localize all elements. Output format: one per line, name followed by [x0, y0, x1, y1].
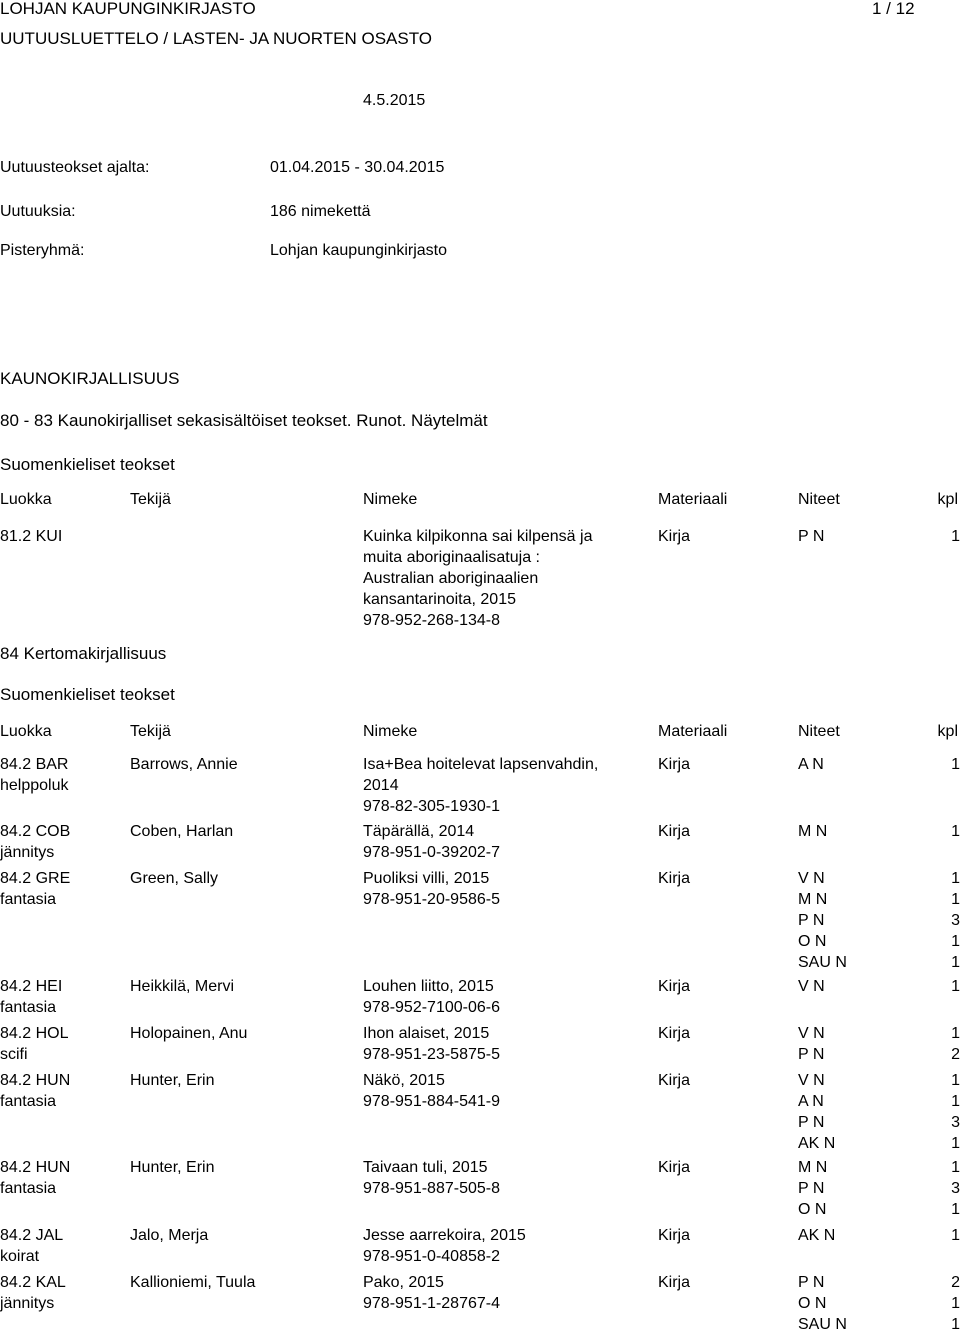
kpl-count: 1 [951, 933, 960, 950]
kpl-count: 3 [951, 912, 960, 929]
count-value: 186 nimekettä [270, 203, 371, 220]
nimeke-line: muita aboriginaalisatuja : [363, 549, 540, 566]
nimeke-line: 978-951-20-9586-5 [363, 891, 500, 908]
nimeke-line: 978-82-305-1930-1 [363, 798, 500, 815]
luokka-cell [0, 1070, 70, 1112]
kpl-count: 1 [951, 1072, 960, 1089]
luokka-line: 84.2 HOL [0, 1025, 69, 1042]
tekija-cell: Holopainen, Anu [130, 1025, 248, 1042]
niteet-code: P N [798, 912, 825, 929]
luokka-line: 84.2 GRE [0, 870, 71, 887]
kpl-count: 1 [951, 528, 960, 545]
materiaali-cell: Kirja [658, 1025, 691, 1042]
nimeke-cell [363, 1225, 613, 1267]
kpl-count: 1 [951, 954, 960, 971]
materiaali-cell: Kirja [658, 756, 691, 773]
col-tekija: Tekijä [130, 723, 171, 740]
nimeke-line: 978-952-268-134-8 [363, 612, 500, 629]
niteet-line [798, 821, 960, 842]
nimeke-line: Australian aboriginaalien [363, 570, 539, 587]
tekija-cell: Heikkilä, Mervi [130, 978, 235, 995]
niteet-code: P N [798, 1274, 825, 1291]
niteet-line [798, 1112, 960, 1133]
luokka-line: 84.2 HUN [0, 1072, 71, 1089]
nimeke-cell [363, 1272, 613, 1314]
niteet-line [798, 952, 960, 973]
nimeke-line: 978-951-1-28767-4 [363, 1295, 500, 1312]
niteet-line [798, 1225, 960, 1246]
nimeke-line: Täpärällä, 2014 [363, 823, 475, 840]
niteet-cell [798, 821, 960, 842]
kpl-count: 1 [951, 870, 960, 887]
niteet-code: AK N [798, 1227, 836, 1244]
kpl-count: 1 [951, 978, 960, 995]
kpl-count: 1 [951, 1025, 960, 1042]
materiaali-cell: Kirja [658, 1159, 691, 1176]
kpl-count: 1 [951, 1135, 960, 1152]
nimeke-line: Kuinka kilpikonna sai kilpensä ja [363, 528, 593, 545]
nimeke-cell [363, 868, 613, 910]
materiaali-cell: Kirja [658, 1274, 691, 1291]
nimeke-line: Näkö, 2015 [363, 1072, 445, 1089]
luokka-line: scifi [0, 1046, 28, 1063]
kpl-count: 1 [951, 891, 960, 908]
niteet-code: AK N [798, 1135, 836, 1152]
niteet-code: V N [798, 870, 825, 887]
language-heading-1: Suomenkieliset teokset [0, 455, 175, 474]
period-label: Uutuusteokset ajalta: [0, 159, 150, 176]
tekija-cell: Jalo, Merja [130, 1227, 209, 1244]
nimeke-line: Puoliksi villi, 2015 [363, 870, 490, 887]
niteet-code: M N [798, 891, 828, 908]
niteet-line [798, 1314, 960, 1335]
niteet-line [798, 1070, 960, 1091]
niteet-code: A N [798, 756, 824, 773]
nimeke-line: 978-952-7100-06-6 [363, 999, 500, 1016]
luokka-line: 84.2 KAL [0, 1274, 66, 1291]
group-value: Lohjan kaupunginkirjasto [270, 242, 448, 259]
tekija-cell: Green, Sally [130, 870, 219, 887]
page-number: 1 / 12 [872, 0, 915, 18]
niteet-code: SAU N [798, 954, 847, 971]
niteet-cell [798, 1070, 960, 1154]
luokka-line: 84.2 COB [0, 823, 71, 840]
group-label: Pisteryhmä: [0, 242, 85, 259]
kpl-count: 2 [951, 1274, 960, 1291]
niteet-code: V N [798, 1072, 825, 1089]
luokka-cell [0, 821, 70, 863]
niteet-cell [798, 1023, 960, 1065]
col-luokka: Luokka [0, 491, 52, 508]
tekija-cell: Hunter, Erin [130, 1159, 215, 1176]
tekija-cell: Barrows, Annie [130, 756, 238, 773]
kpl-count: 2 [951, 1046, 960, 1063]
kpl-count: 1 [951, 1295, 960, 1312]
luokka-line: jännitys [0, 844, 55, 861]
niteet-line [798, 868, 960, 889]
niteet-cell [798, 1157, 960, 1220]
nimeke-line: Louhen liitto, 2015 [363, 978, 494, 995]
niteet-cell [798, 1225, 960, 1246]
niteet-line [798, 931, 960, 952]
luokka-line: 84.2 HEI [0, 978, 63, 995]
nimeke-line: 978-951-0-40858-2 [363, 1248, 500, 1265]
niteet-code: P N [798, 1114, 825, 1131]
niteet-code: O N [798, 933, 827, 950]
nimeke-line: kansantarinoita, 2015 [363, 591, 516, 608]
luokka-cell [0, 1225, 63, 1267]
niteet-line [798, 754, 960, 775]
subsection-heading-84: 84 Kertomakirjallisuus [0, 644, 167, 663]
niteet-line [798, 1023, 960, 1044]
col-luokka: Luokka [0, 723, 52, 740]
kpl-count: 1 [951, 1159, 960, 1176]
nimeke-line: 978-951-884-541-9 [363, 1093, 500, 1110]
nimeke-cell [363, 976, 613, 1018]
niteet-line [798, 1199, 960, 1220]
col-materiaali: Materiaali [658, 723, 728, 740]
nimeke-cell [363, 1157, 613, 1199]
kpl-count: 1 [951, 1201, 960, 1218]
col-niteet: Niteet [798, 723, 840, 740]
niteet-line [798, 1272, 960, 1293]
niteet-code: O N [798, 1201, 827, 1218]
tekija-cell: Kallioniemi, Tuula [130, 1274, 256, 1291]
niteet-cell [798, 1272, 960, 1335]
nimeke-line: 978-951-23-5875-5 [363, 1046, 500, 1063]
col-materiaali: Materiaali [658, 491, 728, 508]
luokka-line: 84.2 BAR [0, 756, 69, 773]
luokka-line: fantasia [0, 1093, 57, 1110]
niteet-line [798, 910, 960, 931]
language-heading-2: Suomenkieliset teokset [0, 685, 175, 704]
col-kpl: kpl [937, 491, 958, 508]
niteet-cell [798, 868, 960, 973]
nimeke-cell [363, 821, 613, 863]
nimeke-line: Isa+Bea hoitelevat lapsenvahdin, [363, 756, 599, 773]
luokka-cell [0, 1157, 70, 1199]
niteet-code: SAU N [798, 1316, 847, 1333]
nimeke-line: 978-951-0-39202-7 [363, 844, 500, 861]
niteet-line [798, 889, 960, 910]
nimeke-line: 978-951-887-505-8 [363, 1180, 500, 1197]
materiaali-cell: Kirja [658, 870, 691, 887]
luokka-line: fantasia [0, 1180, 57, 1197]
kpl-count: 1 [951, 1316, 960, 1333]
materiaali-cell: Kirja [658, 1227, 691, 1244]
nimeke-cell [363, 1023, 613, 1065]
niteet-code: V N [798, 1025, 825, 1042]
niteet-code: A N [798, 1093, 824, 1110]
nimeke-cell [363, 526, 613, 631]
col-niteet: Niteet [798, 491, 840, 508]
niteet-code: P N [798, 1180, 825, 1197]
luokka-cell [0, 976, 62, 1018]
luokka-cell [0, 1023, 68, 1065]
section-main-heading: KAUNOKIRJALLISUUS [0, 369, 180, 388]
niteet-cell [798, 976, 960, 997]
nimeke-line: 2014 [363, 777, 399, 794]
library-name: LOHJAN KAUPUNGINKIRJASTO [0, 0, 256, 18]
niteet-code: V N [798, 978, 825, 995]
subsection-heading-80-83: 80 - 83 Kaunokirjalliset sekasisältöiset teokset. Runot. Näytelmät [0, 411, 488, 430]
luokka-line: fantasia [0, 891, 57, 908]
nimeke-line: Pako, 2015 [363, 1274, 444, 1291]
kpl-count: 1 [951, 1093, 960, 1110]
nimeke-line: Jesse aarrekoira, 2015 [363, 1227, 526, 1244]
catalog-subtitle: UUTUUSLUETTELO / LASTEN- JA NUORTEN OSASTO [0, 29, 433, 48]
nimeke-line: Taivaan tuli, 2015 [363, 1159, 488, 1176]
luokka-cell [0, 526, 62, 547]
luokka-line: helppoluk [0, 777, 69, 794]
col-tekija: Tekijä [130, 491, 171, 508]
niteet-cell [798, 754, 960, 775]
luokka-cell [0, 754, 69, 796]
kpl-count: 3 [951, 1114, 960, 1131]
niteet-line [798, 976, 960, 997]
luokka-line: 84.2 JAL [0, 1227, 64, 1244]
niteet-code: M N [798, 823, 828, 840]
niteet-code: O N [798, 1295, 827, 1312]
kpl-count: 1 [951, 756, 960, 773]
niteet-line [798, 526, 960, 547]
luokka-cell [0, 868, 70, 910]
niteet-code: M N [798, 1159, 828, 1176]
niteet-line [798, 1133, 960, 1154]
col-nimeke: Nimeke [363, 723, 418, 740]
materiaali-cell: Kirja [658, 978, 691, 995]
tekija-cell: Hunter, Erin [130, 1072, 215, 1089]
niteet-line [798, 1293, 960, 1314]
materiaali-cell: Kirja [658, 1072, 691, 1089]
niteet-line [798, 1091, 960, 1112]
materiaali-cell: Kirja [658, 528, 691, 545]
luokka-line: 81.2 KUI [0, 528, 63, 545]
niteet-line [798, 1044, 960, 1065]
luokka-line: fantasia [0, 999, 57, 1016]
niteet-line [798, 1157, 960, 1178]
tekija-cell: Coben, Harlan [130, 823, 234, 840]
col-nimeke: Nimeke [363, 491, 418, 508]
luokka-cell [0, 1272, 66, 1314]
nimeke-cell [363, 754, 613, 817]
nimeke-cell [363, 1070, 613, 1112]
niteet-code: P N [798, 528, 825, 545]
nimeke-line: Ihon alaiset, 2015 [363, 1025, 490, 1042]
column-header-row-2 [0, 721, 960, 742]
niteet-line [798, 1178, 960, 1199]
niteet-cell [798, 526, 960, 547]
kpl-count: 1 [951, 1227, 960, 1244]
materiaali-cell: Kirja [658, 823, 691, 840]
report-date: 4.5.2015 [363, 92, 426, 109]
kpl-count: 3 [951, 1180, 960, 1197]
niteet-code: P N [798, 1046, 825, 1063]
luokka-line: koirat [0, 1248, 40, 1265]
luokka-line: 84.2 HUN [0, 1159, 71, 1176]
kpl-count: 1 [951, 823, 960, 840]
luokka-line: jännitys [0, 1295, 55, 1312]
column-header-row-1 [0, 489, 960, 510]
period-value: 01.04.2015 - 30.04.2015 [270, 159, 445, 176]
col-kpl: kpl [937, 723, 958, 740]
count-label: Uutuuksia: [0, 203, 76, 220]
